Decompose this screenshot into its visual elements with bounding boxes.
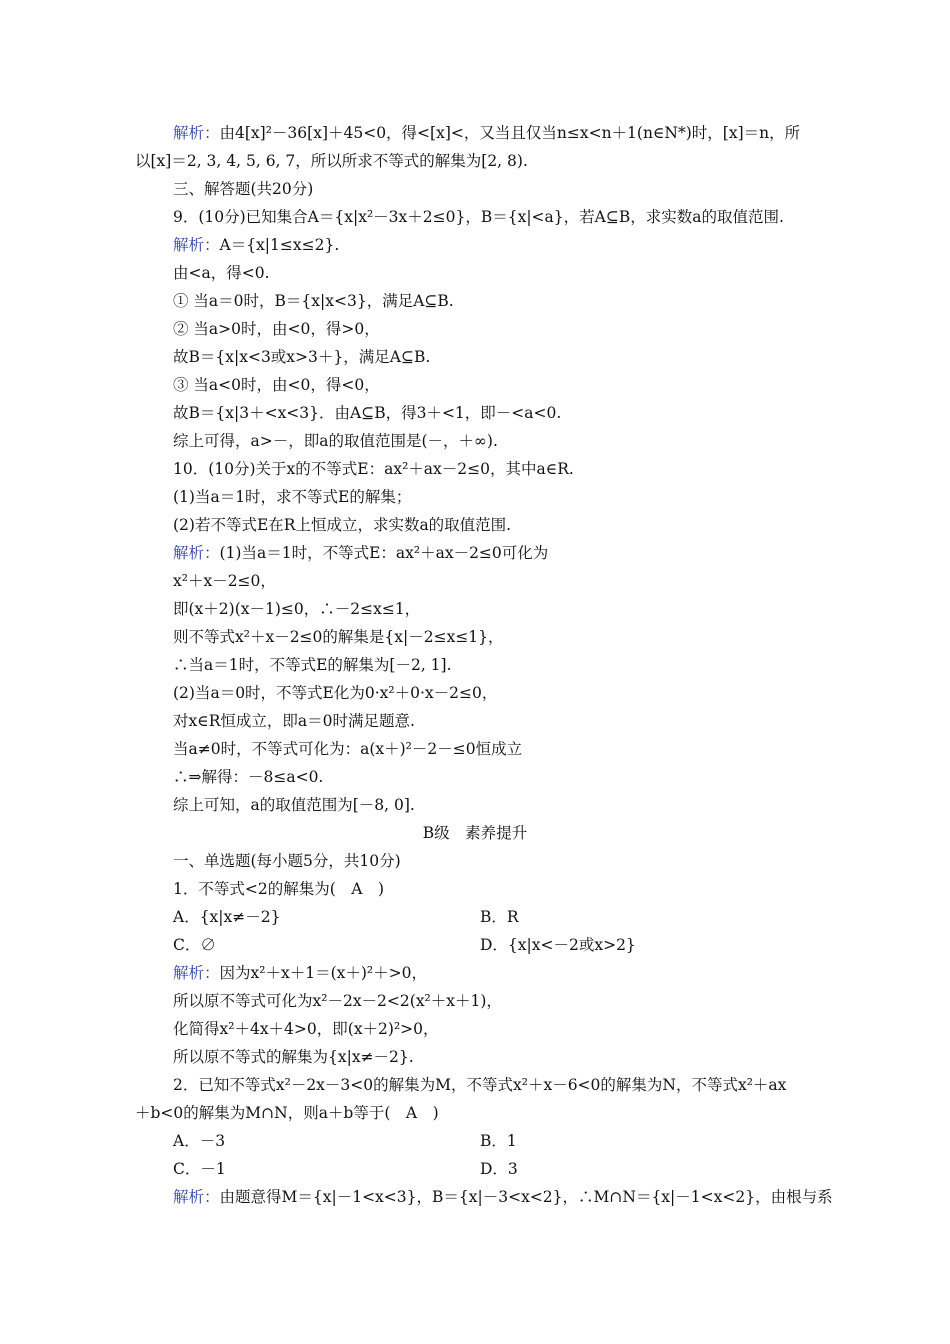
analysis-line bbox=[173, 123, 800, 143]
line-text: 9．(10分)已知集合A＝{x|x²－3x＋2≤0}，B＝{x|<a}，若A⊆B，求实数a的取值范围. bbox=[173, 208, 784, 226]
line-text: 故B＝{x|x<3或x>3＋}，满足A⊆B. bbox=[173, 348, 431, 366]
text-line bbox=[173, 431, 498, 451]
line-text: 故B＝{x|3＋<x<3}．由A⊆B，得3＋<1，即－<a<0. bbox=[173, 404, 562, 422]
analysis-label: 解析： bbox=[173, 964, 220, 982]
line-text: (1)当a＝1时，求不等式E的解集； bbox=[173, 488, 412, 506]
section-heading bbox=[173, 851, 401, 871]
level-heading bbox=[0, 823, 950, 843]
line-text: 因为x²＋x＋1＝(x＋)²＋>0， bbox=[219, 964, 427, 982]
line-text: 1．不等式<2的解集为( A ) bbox=[173, 880, 384, 898]
line-text: x²＋x－2≤0， bbox=[173, 572, 276, 590]
line-text: ∴当a＝1时，不等式E的解集为[－2, 1]. bbox=[173, 656, 452, 674]
text-line bbox=[173, 795, 415, 815]
text-line bbox=[173, 767, 323, 787]
choice-a bbox=[173, 907, 280, 927]
choice-b bbox=[480, 907, 519, 927]
choice-b bbox=[480, 1131, 517, 1151]
line-text: 即(x＋2)(x－1)≤0，∴－2≤x≤1， bbox=[173, 600, 421, 618]
line-text: 对x∈R恒成立，即a＝0时满足题意. bbox=[173, 712, 415, 730]
text-line bbox=[173, 1047, 414, 1067]
line-text: D．3 bbox=[480, 1160, 518, 1178]
text-line bbox=[173, 487, 411, 507]
line-text: B级 素养提升 bbox=[422, 824, 528, 842]
analysis-label: 解析： bbox=[173, 544, 220, 562]
text-line bbox=[173, 571, 276, 591]
text-line bbox=[173, 991, 502, 1011]
line-text: ③ 当a<0时，由<0，得<0， bbox=[173, 376, 380, 394]
analysis-line bbox=[173, 1187, 833, 1207]
line-text: 当a≠0时，不等式可化为：a(x＋)²－2－≤0恒成立 bbox=[173, 740, 523, 758]
line-text: ∴⇒解得：－8≤a<0. bbox=[173, 768, 324, 786]
text-line bbox=[173, 291, 454, 311]
text-line bbox=[173, 739, 522, 759]
text-line bbox=[173, 1019, 439, 1039]
choice-d bbox=[480, 935, 636, 955]
line-text: 以[x]＝2, 3, 4, 5, 6, 7，所以所求不等式的解集为[2, 8). bbox=[135, 152, 528, 170]
line-text: (1)当a＝1时，不等式E：ax²＋ax－2≤0可化为 bbox=[219, 544, 549, 562]
line-text: ② 当a>0时，由<0，得>0， bbox=[173, 320, 380, 338]
text-line bbox=[173, 599, 420, 619]
line-text: 由<a，得<0. bbox=[173, 264, 270, 282]
analysis-label: 解析： bbox=[173, 1188, 220, 1206]
text-line bbox=[173, 347, 430, 367]
text-line bbox=[173, 627, 504, 647]
text-line bbox=[173, 711, 415, 731]
line-text: A．{x|x≠－2} bbox=[173, 908, 281, 926]
text-line bbox=[173, 319, 380, 339]
line-text: C．－1 bbox=[173, 1160, 226, 1178]
text-line bbox=[173, 655, 452, 675]
analysis-line bbox=[173, 543, 548, 563]
line-text: ＋b<0的解集为M∩N，则a＋b等于( A ) bbox=[135, 1104, 439, 1122]
line-text: A．－3 bbox=[173, 1132, 226, 1150]
analysis-line bbox=[173, 235, 339, 255]
line-text: 则不等式x²＋x－2≤0的解集是{x|－2≤x≤1}， bbox=[173, 628, 504, 646]
line-text: ① 当a＝0时，B＝{x|x<3}，满足A⊆B. bbox=[173, 292, 454, 310]
line-text: B．1 bbox=[480, 1132, 517, 1150]
line-text: A＝{x|1≤x≤2}. bbox=[219, 236, 340, 254]
text-line bbox=[173, 683, 497, 703]
line-text: B．R bbox=[480, 908, 519, 926]
choice-c bbox=[173, 1159, 226, 1179]
choice-d bbox=[480, 1159, 518, 1179]
text-line bbox=[173, 375, 380, 395]
line-text: 由题意得M＝{x|－1<x<3}，B＝{x|－3<x<2}，∴M∩N＝{x|－1<x<2}，由根与系 bbox=[219, 1188, 833, 1206]
text-line bbox=[173, 403, 561, 423]
text-line bbox=[173, 263, 270, 283]
text-line bbox=[135, 151, 528, 171]
question-line bbox=[173, 207, 784, 227]
analysis-label: 解析： bbox=[173, 236, 220, 254]
line-text: 一、单选题(每小题5分，共10分) bbox=[173, 852, 401, 870]
line-text: 由4[x]²－36[x]＋45<0，得<[x]<，又当且仅当n≤x<n＋1(n∈N*)时，[x]＝n，所 bbox=[219, 124, 801, 142]
question-line bbox=[135, 1103, 439, 1123]
line-text: D．{x|x<－2或x>2} bbox=[480, 936, 636, 954]
line-text: 所以原不等式的解集为{x|x≠－2}. bbox=[173, 1048, 414, 1066]
analysis-line bbox=[173, 963, 427, 983]
question-line bbox=[173, 879, 384, 899]
line-text: 所以原不等式可化为x²－2x－2<2(x²＋x＋1)， bbox=[173, 992, 502, 1010]
line-text: 2．已知不等式x²－2x－3<0的解集为M，不等式x²＋x－6<0的解集为N，不等式x²＋ax bbox=[173, 1076, 787, 1094]
line-text: 化简得x²＋4x＋4>0，即(x＋2)²>0， bbox=[173, 1020, 439, 1038]
line-text: 三、解答题(共20分) bbox=[173, 180, 314, 198]
line-text: (2)若不等式E在R上恒成立，求实数a的取值范围. bbox=[173, 516, 512, 534]
line-text: C．∅ bbox=[173, 936, 216, 954]
line-text: 综上可知，a的取值范围为[－8, 0]. bbox=[173, 796, 415, 814]
question-line bbox=[173, 459, 574, 479]
question-line bbox=[173, 1075, 786, 1095]
line-text: 10．(10分)关于x的不等式E：ax²＋ax－2≤0，其中a∈R. bbox=[173, 460, 574, 478]
analysis-label: 解析： bbox=[173, 124, 220, 142]
text-line bbox=[173, 515, 511, 535]
section-heading bbox=[173, 179, 313, 199]
choice-a bbox=[173, 1131, 225, 1151]
line-text: 综上可得，a>－，即a的取值范围是(－，＋∞). bbox=[173, 432, 498, 450]
line-text: (2)当a＝0时，不等式E化为0·x²＋0·x－2≤0， bbox=[173, 684, 498, 702]
choice-c bbox=[173, 935, 216, 955]
